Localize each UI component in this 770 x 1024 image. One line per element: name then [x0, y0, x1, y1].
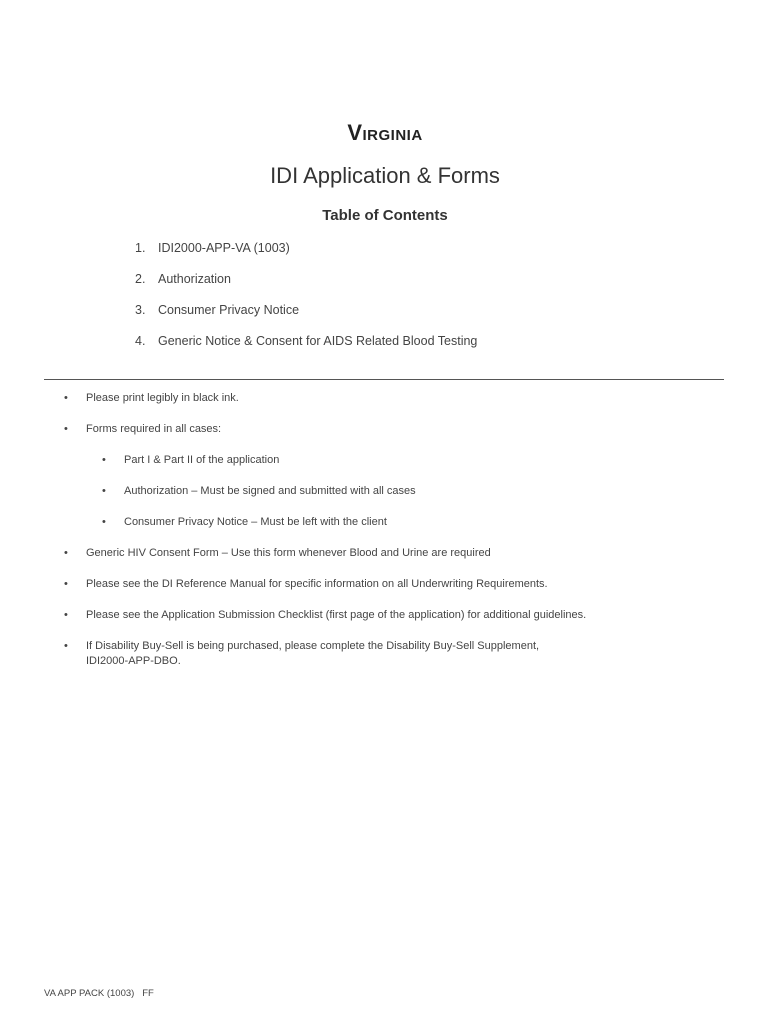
bullet-icon: • — [102, 485, 106, 497]
section-divider — [44, 379, 724, 380]
toc-item-number: 2. — [135, 272, 146, 286]
instruction-item — [64, 546, 734, 561]
toc-item — [135, 303, 477, 334]
instruction-text: Please see the Application Submission Checklist (first page of the application) for additional guidelines. — [86, 609, 587, 621]
document-title: IDI Application & Forms — [270, 163, 500, 188]
bullet-icon: • — [102, 516, 106, 528]
bullet-icon: • — [64, 640, 68, 652]
toc-item — [135, 241, 477, 272]
bullet-icon: • — [102, 454, 106, 466]
instruction-subitem — [102, 484, 734, 499]
bullet-icon: • — [64, 392, 68, 404]
instruction-item — [64, 422, 734, 437]
toc-item-number: 4. — [135, 334, 146, 348]
bullet-icon: • — [64, 578, 68, 590]
instruction-item — [64, 577, 734, 592]
toc-item — [135, 272, 477, 303]
bullet-icon: • — [64, 609, 68, 621]
instruction-text: Please see the DI Reference Manual for specific information on all Underwriting Requirements. — [86, 578, 548, 590]
instruction-text-continued: IDI2000-APP-DBO. — [86, 655, 181, 667]
instruction-text: Forms required in all cases: — [86, 423, 222, 435]
instruction-text: Generic HIV Consent Form – Use this form whenever Blood and Urine are required — [86, 547, 491, 559]
toc-item-number: 3. — [135, 303, 146, 317]
toc-item-label: Generic Notice & Consent for AIDS Related Blood Testing — [158, 334, 478, 348]
instruction-text: Authorization – Must be signed and submitted with all cases — [124, 485, 416, 497]
instruction-subitem — [102, 453, 734, 468]
instruction-text: Part I & Part II of the application — [124, 454, 280, 466]
instruction-item — [64, 639, 734, 669]
instruction-text: Please print legibly in black ink. — [86, 392, 239, 404]
table-of-contents — [135, 241, 477, 365]
toc-item — [135, 334, 477, 365]
footer-form-code: VA APP PACK (1003) FF — [44, 988, 154, 999]
instruction-item — [64, 391, 734, 406]
toc-item-number: 1. — [135, 241, 146, 255]
bullet-icon: • — [64, 423, 68, 435]
toc-item-label: Authorization — [158, 272, 231, 286]
instructions-list — [64, 391, 734, 685]
instruction-subitem — [102, 515, 734, 530]
bullet-icon: • — [64, 547, 68, 559]
toc-item-label: Consumer Privacy Notice — [158, 303, 300, 317]
instruction-text: If Disability Buy-Sell is being purchased, please complete the Disability Buy-Sell Supplement, — [86, 640, 540, 652]
instruction-text: Consumer Privacy Notice – Must be left with the client — [124, 516, 387, 528]
state-title: Virginia — [347, 120, 423, 145]
instruction-item — [64, 608, 734, 623]
toc-item-label: IDI2000-APP-VA (1003) — [158, 241, 290, 255]
toc-heading: Table of Contents — [322, 207, 448, 224]
